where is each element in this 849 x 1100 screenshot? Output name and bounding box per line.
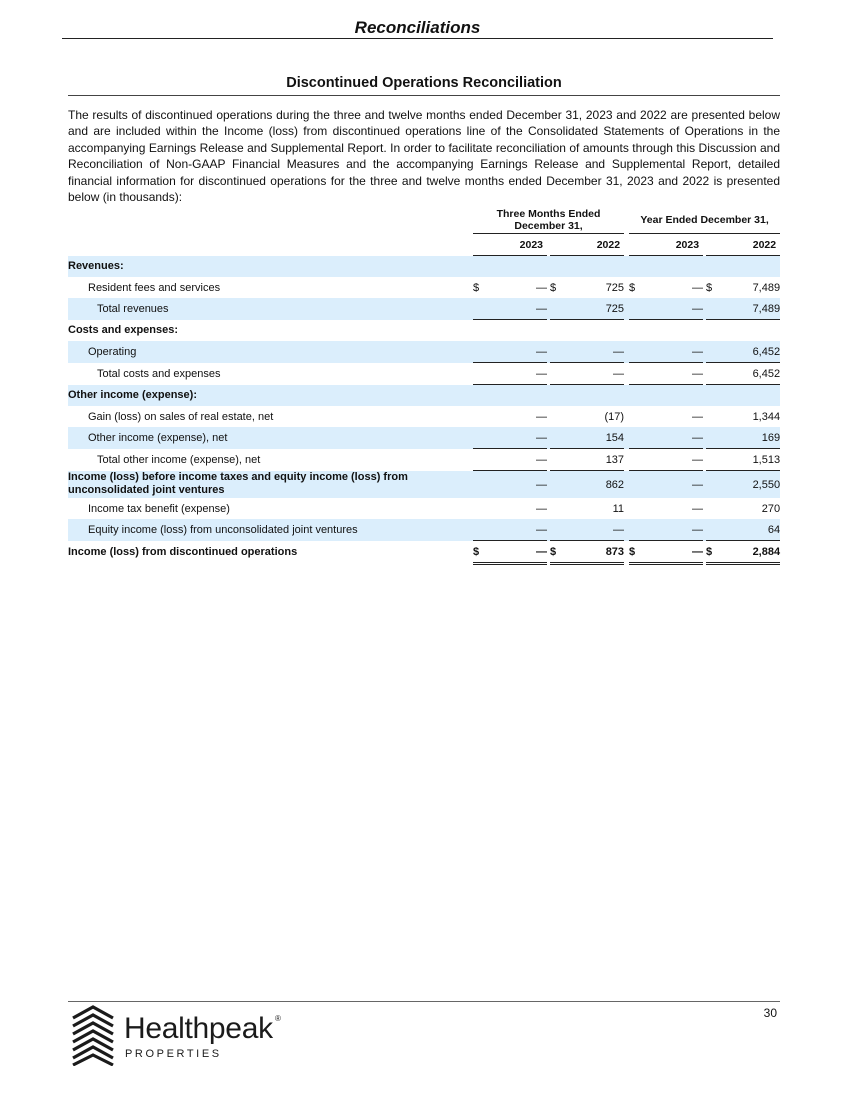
logo-registered-mark: ® — [275, 1014, 281, 1023]
row-label: Total other income (expense), net — [97, 453, 261, 466]
value-cell: 7,489 — [752, 281, 781, 294]
value-cell: — — [639, 519, 703, 541]
value-cell: — — [639, 541, 703, 564]
page-title: Reconciliations — [354, 18, 481, 37]
value-cell: — — [639, 427, 703, 449]
row-label: Revenues: — [68, 256, 468, 278]
row-label: Costs and expenses: — [68, 324, 179, 337]
value-cell: 2,550 — [716, 471, 780, 499]
value-cell: 6,452 — [716, 341, 780, 363]
section-rule — [68, 95, 780, 96]
value-cell: — — [639, 363, 703, 385]
row-label: Other income (expense), net — [68, 427, 468, 449]
value-cell: — — [639, 298, 703, 320]
value-cell: 11 — [612, 502, 625, 515]
currency-symbol: $ — [473, 541, 483, 564]
header-years-row — [68, 234, 780, 256]
year-header: 2023 — [629, 234, 703, 256]
value-cell: (17) — [604, 410, 625, 423]
value-cell: 137 — [560, 449, 624, 471]
table-row-other-income-heading — [68, 385, 780, 407]
row-label: Income (loss) from discontinued operations — [68, 546, 298, 558]
value-cell: — — [483, 449, 547, 471]
value-cell: — — [483, 519, 547, 541]
table-row — [68, 427, 780, 449]
value-cell: — — [483, 363, 547, 385]
currency-symbol: $ — [473, 281, 480, 294]
currency-symbol: $ — [550, 281, 557, 294]
healthpeak-logo — [68, 1004, 328, 1068]
value-cell: — — [483, 541, 547, 564]
currency-symbol: $ — [629, 281, 636, 294]
value-cell: 1,344 — [752, 410, 781, 423]
row-label: Gain (loss) on sales of real estate, net — [88, 410, 274, 423]
value-cell: — — [536, 281, 547, 294]
value-cell: 154 — [560, 427, 624, 449]
footer-rule — [68, 1001, 780, 1002]
value-cell: — — [560, 519, 624, 541]
table-row — [68, 277, 780, 298]
currency-symbol: $ — [550, 541, 560, 564]
value-cell: — — [483, 298, 547, 320]
header-rule — [62, 38, 773, 39]
value-cell: 862 — [560, 471, 624, 499]
row-label: Income (loss) before income taxes and equity income (loss) from unconsolidated joint ventures — [68, 471, 468, 499]
value-cell: 725 — [560, 298, 624, 320]
value-cell: — — [639, 341, 703, 363]
page-number: 30 — [763, 1006, 777, 1020]
table-row — [68, 449, 780, 471]
table-row — [68, 341, 780, 363]
row-label: Other income (expense): — [68, 385, 468, 407]
value-cell: — — [483, 341, 547, 363]
logo-wordmark: Healthpeak — [124, 1012, 273, 1045]
reconciliation-table — [68, 208, 780, 565]
page-header — [62, 18, 773, 39]
value-cell: 725 — [605, 281, 625, 294]
value-cell: — — [536, 502, 547, 515]
table-row — [68, 406, 780, 427]
row-label: Income tax benefit (expense) — [88, 502, 230, 515]
table-row-total — [68, 541, 780, 564]
year-header: 2022 — [550, 234, 624, 256]
row-label: Total revenues — [68, 298, 468, 320]
section-title: Discontinued Operations Reconciliation — [286, 75, 562, 91]
value-cell: 169 — [716, 427, 780, 449]
value-cell: — — [692, 410, 704, 423]
value-cell: — — [483, 427, 547, 449]
value-cell: — — [560, 341, 624, 363]
value-cell: 2,884 — [716, 541, 780, 564]
currency-symbol: $ — [706, 541, 716, 564]
row-label: Resident fees and services — [88, 281, 221, 294]
table-row-costs-heading — [68, 320, 780, 342]
year-header: 2023 — [473, 234, 547, 256]
value-cell: — — [560, 363, 624, 385]
currency-symbol: $ — [706, 281, 713, 294]
value-cell: — — [692, 281, 704, 294]
logo-mark-icon — [70, 1004, 116, 1066]
value-cell: — — [692, 502, 704, 515]
header-group-row — [68, 208, 780, 234]
value-cell: — — [483, 471, 547, 499]
table-row — [68, 471, 780, 499]
group-header-year: Year Ended December 31, — [629, 208, 780, 234]
table-row-revenues-heading — [68, 256, 780, 278]
value-cell: 873 — [560, 541, 624, 564]
value-cell: — — [639, 471, 703, 499]
table-row — [68, 298, 780, 320]
table-row — [68, 519, 780, 541]
value-cell: — — [536, 410, 547, 423]
value-cell: 270 — [761, 502, 781, 515]
value-cell: — — [639, 449, 703, 471]
value-cell: 7,489 — [716, 298, 780, 320]
row-label: Equity income (loss) from unconsolidated joint ventures — [68, 519, 468, 541]
group-header-three-months: Three Months Ended December 31, — [473, 208, 624, 234]
row-label: Total costs and expenses — [97, 367, 221, 380]
value-cell: 6,452 — [716, 363, 780, 385]
intro-paragraph: The results of discontinued operations during the three and twelve months ended December 31, 2023 and 2022 are presented below and are included within the Income (loss) from discontinued operations line of the Consolidated Statements of Operations in the accompanying Earnings Release and Supplemental Report. In order to facilitate reconciliation of amounts through this Discussion and Reconciliation of Non-GAAP Financial Measures and the accompanying Earnings Release and Supplemental Report, detailed financial information for discontinued operations for the three and twelve months ended December 31, 2023 and 2022 is presented below (in thousands): — [68, 108, 780, 205]
table-row — [68, 498, 780, 519]
table-row — [68, 363, 780, 385]
value-cell: 64 — [716, 519, 780, 541]
currency-symbol: $ — [629, 541, 639, 564]
value-cell: 1,513 — [716, 449, 780, 471]
year-header: 2022 — [706, 234, 780, 256]
logo-subtitle: PROPERTIES — [125, 1048, 222, 1060]
row-label: Operating — [68, 341, 468, 363]
